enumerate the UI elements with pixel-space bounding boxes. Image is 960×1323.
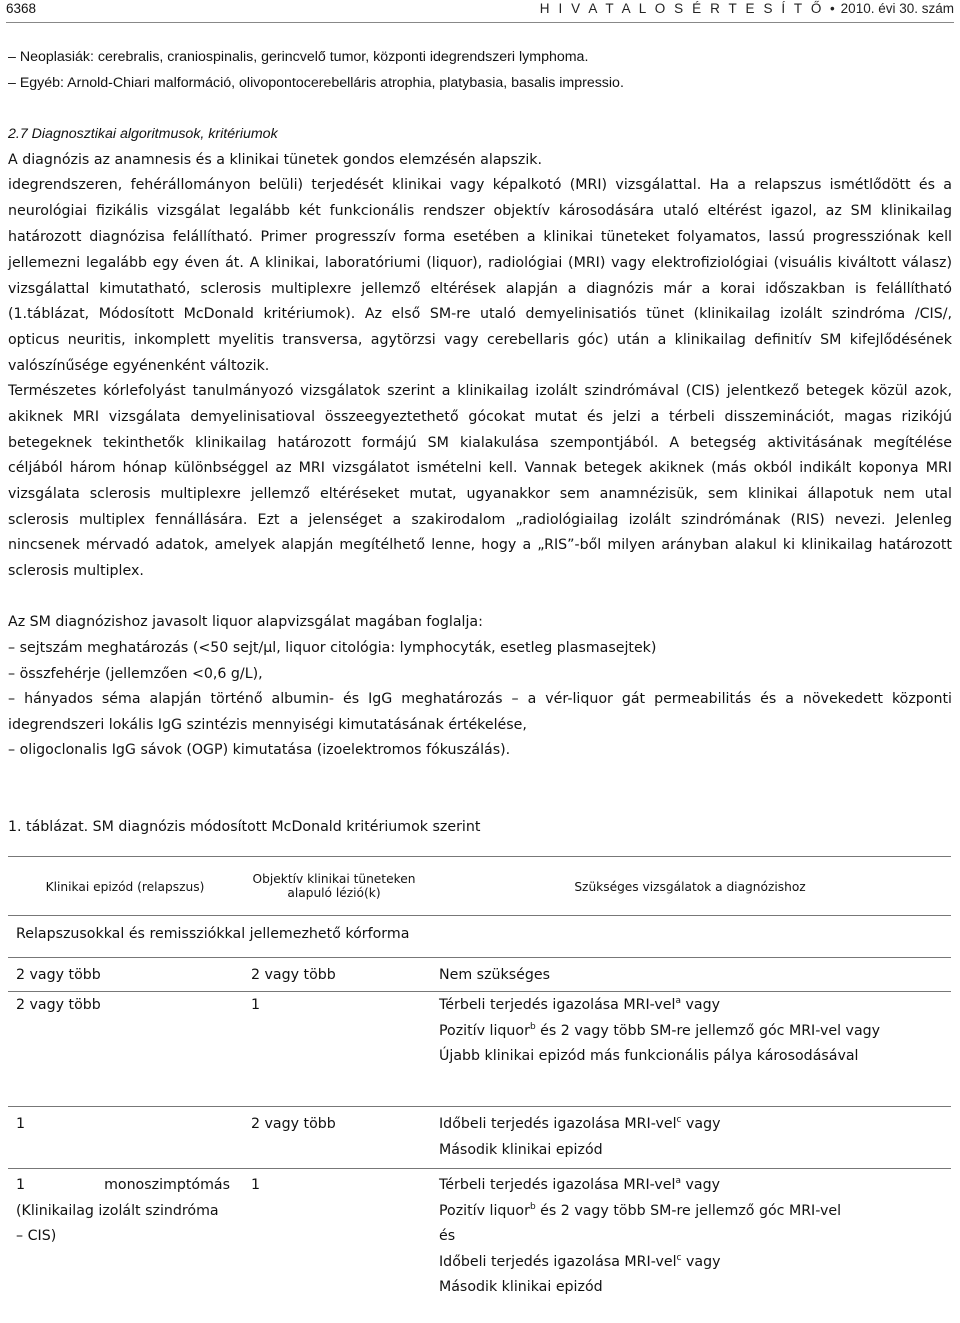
- table-rule: [8, 856, 951, 857]
- table-header-cell: Szükséges vizsgálatok a diagnózishoz: [574, 880, 806, 894]
- table-cell-tests: és: [439, 1228, 456, 1244]
- table-cell-episode: 2 vagy több: [16, 967, 101, 983]
- footnote-marker: b: [529, 1202, 536, 1212]
- section-heading: 2.7 Diagnosztikai algoritmusok, kritériumok: [8, 126, 278, 142]
- footnote-marker: a: [675, 996, 681, 1006]
- table-header-cell: Objektív klinikai tüneteken alapuló lézió(k): [252, 872, 416, 900]
- paragraph-line: valószínűsége egyénenként változik.: [8, 358, 270, 374]
- table-cell-episode: (Klinikailag izolált szindróma: [16, 1203, 219, 1219]
- paragraph-line: opticus neuritis, inkomplett myelitis transversa, agytörzsi vagy cerebellaris góc) után a klinikailag definitív SM kifejlődésének: [8, 332, 952, 348]
- paragraph-line: jellemezni legalább egy éven át. A klinikai, laboratóriumi (liquor), radiológiai (MRI) vagy elektrofiziológiai (visuális kiváltott válasz): [8, 255, 952, 271]
- table-cell-lesion: 2 vagy több: [251, 967, 336, 983]
- paragraph-line: vizsgálata sclerosis multiplexre jellemző eltéréseket mutat, ugyanakkor sem anamnézisük, sem klinikai állapotuk nem utal: [8, 486, 952, 502]
- liquor-intro: Az SM diagnózishoz javasolt liquor alapvizsgálat magában foglalja:: [8, 614, 483, 630]
- table-cell-lesion: 1: [251, 997, 261, 1013]
- paragraph-line: neurológiai fizikális vizsgálat legalább két funkcionális rendszer objektív károsodására utaló eltérést igazol, az SM klinikailag: [8, 203, 952, 219]
- journal-title: [540, 1, 954, 16]
- table-cell-tests: Második klinikai epizód: [439, 1142, 603, 1158]
- table-group-title: Relapszusokkal és remissziókkal jellemezhető kórforma: [16, 926, 410, 942]
- table-rule: [8, 915, 951, 916]
- paragraph-line: betegeknek tekinthetők klinikailag határozott formájú SM kialakulása szempontjából. A betegség aktivitásának megítélése: [8, 435, 952, 451]
- footnote-marker: c: [676, 1115, 682, 1125]
- table-rule: [8, 1168, 951, 1169]
- list-item-egyeb: – Egyéb: Arnold-Chiari malformáció, olivopontocerebelláris atrophia, platybasia, basalis impressio.: [8, 75, 624, 91]
- list-item: – hányados séma alapján történő albumin- és IgG meghatározás – a vér-liquor gát permeabilitás és a növekedett központi: [8, 691, 952, 707]
- paragraph-line: sclerosis multiplex.: [8, 563, 144, 579]
- tests-text: vagy: [680, 997, 720, 1013]
- table-cell-lesion: 2 vagy több: [251, 1116, 336, 1132]
- page-number: 6368: [6, 1, 37, 16]
- table-caption: 1. táblázat. SM diagnózis módosított McDonald kritériumok szerint: [8, 819, 481, 835]
- table-cell-lesion: 1: [251, 1177, 261, 1193]
- table-cell-tests: [439, 1254, 720, 1270]
- footnote-marker: a: [675, 1176, 681, 1186]
- issue-date: 2010. évi 30. szám: [840, 1, 954, 16]
- tests-text: és 2 vagy több SM-re jellemző góc MRI-vel vagy: [535, 1023, 881, 1039]
- table-cell-tests: [439, 1203, 841, 1219]
- tests-text: Pozitív liquor: [439, 1203, 530, 1219]
- tests-text: vagy: [681, 1116, 721, 1132]
- tests-text: Időbeli terjedés igazolása MRI-vel: [439, 1116, 677, 1132]
- table-cell-episode: – CIS): [16, 1228, 57, 1244]
- paragraph-line: sclerosis multiplex fennállására. Ezt a jelenséget a szakirodalom „radiológiailag izolált szindrómának (RIS) nevezi. Jelenleg: [8, 512, 952, 528]
- table-cell-episode: 1 monoszimptómás: [16, 1177, 230, 1193]
- table-rule: [8, 957, 951, 958]
- table-cell-episode: 2 vagy több: [16, 997, 101, 1013]
- list-item-neoplasia: – Neoplasiák: cerebralis, craniospinalis, gerincvelő tumor, központi idegrendszeri lymphoma.: [8, 49, 589, 65]
- table-cell-tests: [439, 1023, 880, 1039]
- journal-name: H I V A T A L O S É R T E S Í T Ő: [539, 1, 824, 16]
- tests-text: vagy: [680, 1177, 720, 1193]
- list-item: idegrendszeri lokális IgG szintézis mennyiségi kimutatásának értékelése,: [8, 717, 527, 733]
- table-cell-tests: [439, 1177, 720, 1193]
- table-rule: [8, 991, 951, 992]
- paragraph-line: akiknek MRI vizsgálata demyelinisatioval összeegyeztethető gócokat mutat és jelzi a térbeli disszeminációt, magas rizikójú: [8, 409, 952, 425]
- paragraph-line: nincsenek mérvadó adatok, amelyek alapján megítélhető lenne, hogy a „RIS”-ből milyen arányban alakul ki klinikailag határozott: [8, 537, 952, 553]
- paragraph-line: (1.táblázat, Módosított McDonald kritériumok). Az első SM-re utaló demyelinisatiós tünet (klinikailag izolált szindróma /CIS/,: [8, 306, 952, 322]
- paragraph-line: idegrendszeren, fehérállományon belüli) terjedését klinikai vagy képalkotó (MRI) vizsgálattal. Ha a relapszus ismétlődött és a: [8, 177, 952, 193]
- bullet-icon: •: [829, 1, 835, 16]
- tests-text: vagy: [681, 1254, 721, 1270]
- table-cell-episode: 1: [16, 1116, 26, 1132]
- list-item: – sejtszám meghatározás (<50 sejt/μl, liquor citológia: lymphocyták, esetleg plasmasejtek): [8, 640, 657, 656]
- table-cell-tests: Második klinikai epizód: [439, 1279, 603, 1295]
- table-rule: [8, 1106, 951, 1107]
- list-item: – oligoclonalis IgG sávok (OGP) kimutatása (izoelektromos fókuszálás).: [8, 742, 511, 758]
- table-cell-tests: [439, 997, 720, 1013]
- table-cell-tests: [439, 1116, 720, 1132]
- paragraph-line: céljából három hónap különbséggel az MRI vizsgálatot ismételni kell. Vannak betegek akiknek (más okból indikált koponya MRI: [8, 460, 952, 476]
- tests-text: Pozitív liquor: [439, 1023, 530, 1039]
- page-header: [6, 0, 954, 23]
- table-cell-tests: Nem szükséges: [439, 967, 550, 983]
- table-header-cell: Klinikai epizód (relapszus): [45, 880, 205, 894]
- section-first-line: A diagnózis az anamnesis és a klinikai tünetek gondos elemzésén alapszik.: [8, 152, 543, 168]
- paragraph-line: Természetes kórlefolyást tanulmányozó vizsgálatok szerint a klinikailag izolált szindrómával (CIS) jelentkező betegek közül azok,: [8, 383, 952, 399]
- paragraph-line: vizsgálattal kimutatható, sclerosis multiplexre jellemző eltérések alapján a diagnózis már a korai időszakban is felállítható: [8, 281, 952, 297]
- tests-text: és 2 vagy több SM-re jellemző góc MRI-vel: [535, 1203, 842, 1219]
- tests-text: Időbeli terjedés igazolása MRI-vel: [439, 1254, 677, 1270]
- tests-text: Térbeli terjedés igazolása MRI-vel: [439, 997, 676, 1013]
- footnote-marker: b: [529, 1022, 536, 1032]
- list-item: – összfehérje (jellemzően <0,6 g/L),: [8, 666, 263, 682]
- tests-text: Térbeli terjedés igazolása MRI-vel: [439, 1177, 676, 1193]
- table-cell-tests: Újabb klinikai epizód más funkcionális pálya károsodásával: [439, 1048, 859, 1064]
- paragraph-line: határozott diagnózisa felállítható. Primer progresszív forma esetében a klinikai tüneteket folyamatos, lassú progressziónak kell: [8, 229, 952, 245]
- footnote-marker: c: [676, 1253, 682, 1263]
